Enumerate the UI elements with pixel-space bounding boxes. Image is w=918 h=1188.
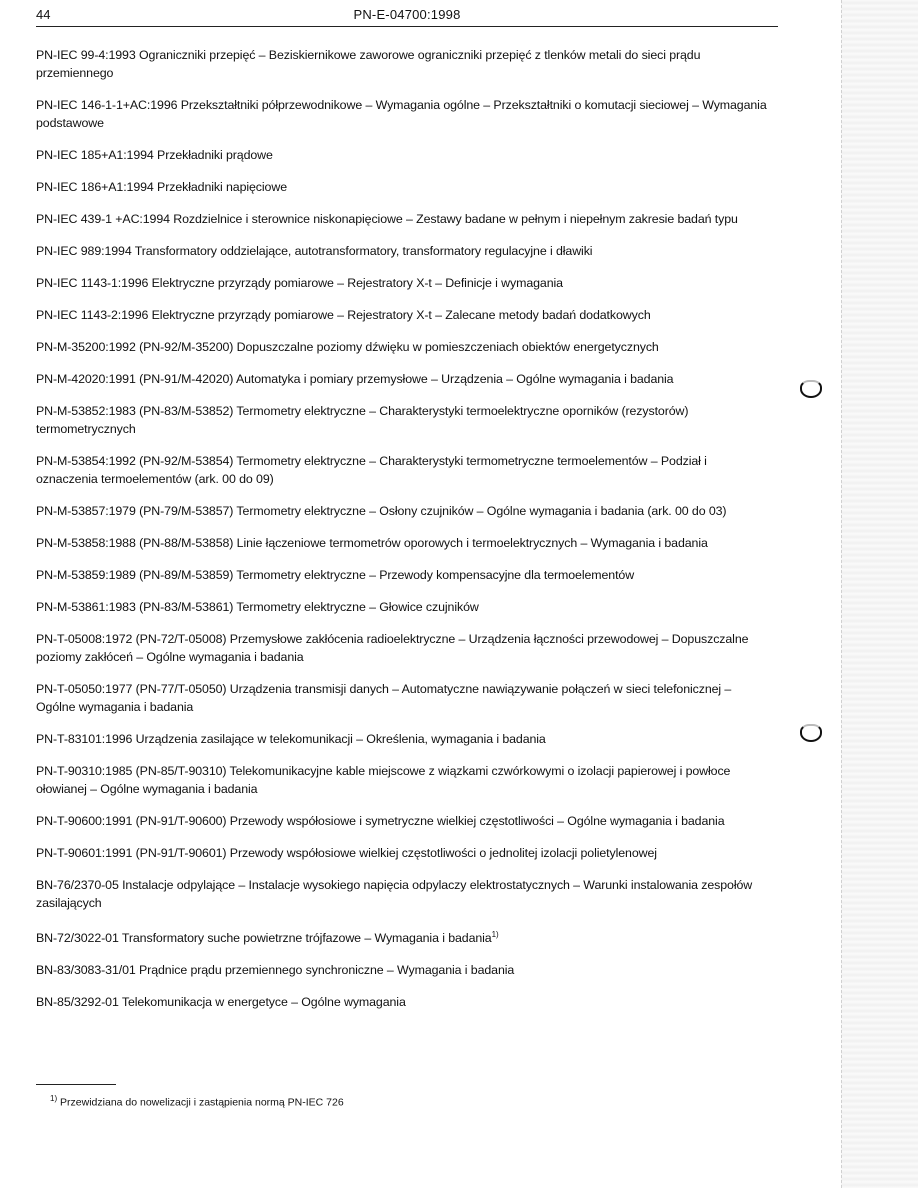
reference-text: PN-T-05050:1977 (PN-77/T-05050) Urządzenia transmisji danych – Automatyczne nawiązywanie połączeń w sieci telefonicznej – Ogólne wymagania i badania <box>36 682 732 714</box>
footnote-marker: 1) <box>50 1094 58 1103</box>
reference-text: PN-IEC 439-1 +AC:1994 Rozdzielnice i sterownice niskonapięciowe – Zestawy badane w pełnym i niepełnym zakresie badań typu <box>36 212 738 226</box>
reference-text: PN-IEC 146-1-1+AC:1996 Przekształtniki półprzewodnikowe – Wymagania ogólne – Przekształtniki o komutacji sieciowej – Wymagania podstawowe <box>36 98 767 130</box>
reference-item <box>36 926 771 947</box>
reference-list <box>36 46 771 1025</box>
reference-text: PN-IEC 989:1994 Transformatory oddzielające, autotransformatory, transformatory regulacyjne i dławiki <box>36 244 593 258</box>
reference-text: PN-M-53861:1983 (PN-83/M-53861) Termometry elektryczne – Głowice czujników <box>36 600 479 614</box>
reference-text: PN-IEC 1143-2:1996 Elektryczne przyrządy pomiarowe – Rejestratory X-t – Zalecane metody badań dodatkowych <box>36 308 651 322</box>
reference-item <box>36 96 771 132</box>
reference-text: PN-M-53857:1979 (PN-79/M-53857) Termometry elektryczne – Osłony czujników – Ogólne wymagania i badania (ark. 00 do 03) <box>36 504 727 518</box>
reference-item <box>36 146 771 164</box>
reference-item <box>36 566 771 584</box>
footnote-text: Przewidziana do nowelizacji i zastąpienia normą PN-IEC 726 <box>60 1096 344 1109</box>
reference-item <box>36 598 771 616</box>
reference-item <box>36 452 771 488</box>
reference-text: PN-IEC 99-4:1993 Ograniczniki przepięć – Beziskiernikowe zaworowe ograniczniki przepięć z tlenków metali do sieci prądu przemiennego <box>36 48 701 80</box>
reference-item <box>36 242 771 260</box>
reference-item <box>36 306 771 324</box>
reference-item <box>36 993 771 1011</box>
reference-item <box>36 46 771 82</box>
reference-text: PN-M-35200:1992 (PN-92/M-35200) Dopuszczalne poziomy dźwięku w pomieszczeniach obiektów energetycznych <box>36 340 659 354</box>
binder-hole-icon <box>800 724 822 742</box>
reference-text: BN-76/2370-05 Instalacje odpylające – Instalacje wysokiego napięcia odpylaczy elektrostatycznych – Warunki instalowania zespołów zasilających <box>36 878 753 910</box>
reference-item <box>36 844 771 862</box>
reference-item <box>36 762 771 798</box>
footnote-divider <box>36 1084 116 1085</box>
reference-text: PN-IEC 1143-1:1996 Elektryczne przyrządy pomiarowe – Rejestratory X-t – Definicje i wymagania <box>36 276 563 290</box>
scan-edge <box>841 0 918 1188</box>
document-id: PN-E-04700:1998 <box>353 7 461 22</box>
reference-item <box>36 274 771 292</box>
reference-item <box>36 534 771 552</box>
reference-text: PN-M-53854:1992 (PN-92/M-53854) Termometry elektryczne – Charakterystyki termometryczne termoelementów – Podział i oznaczenia termoelementów (ark. 00 do 09) <box>36 454 707 486</box>
footnote-marker: 1) <box>491 930 499 939</box>
reference-item <box>36 338 771 356</box>
reference-item <box>36 402 771 438</box>
reference-item <box>36 502 771 520</box>
reference-item <box>36 876 771 912</box>
page-header <box>36 6 778 27</box>
reference-item <box>36 680 771 716</box>
reference-text: PN-T-90310:1985 (PN-85/T-90310) Telekomunikacyjne kable miejscowe z wiązkami czwórkowymi o izolacji papierowej i powłoce ołowianej – Ogólne wymagania i badania <box>36 764 731 796</box>
reference-item <box>36 210 771 228</box>
reference-text: PN-IEC 186+A1:1994 Przekładniki napięciowe <box>36 180 287 194</box>
binder-hole-icon <box>800 380 822 398</box>
reference-text: PN-M-53859:1989 (PN-89/M-53859) Termometry elektryczne – Przewody kompensacyjne dla termoelementów <box>36 568 635 582</box>
reference-text: PN-IEC 185+A1:1994 Przekładniki prądowe <box>36 148 273 162</box>
reference-text: PN-T-83101:1996 Urządzenia zasilające w telekomunikacji – Określenia, wymagania i badania <box>36 732 546 746</box>
reference-text: PN-T-90601:1991 (PN-91/T-90601) Przewody współosiowe wielkiej częstotliwości o jednolitej izolacji polietylenowej <box>36 846 657 860</box>
reference-text: PN-M-53858:1988 (PN-88/M-53858) Linie łączeniowe termometrów oporowych i termoelektrycznych – Wymagania i badania <box>36 536 708 550</box>
footnote <box>50 1094 344 1109</box>
page-number: 44 <box>36 7 51 22</box>
reference-item <box>36 178 771 196</box>
reference-text: BN-85/3292-01 Telekomunikacja w energetyce – Ogólne wymagania <box>36 995 406 1010</box>
reference-item <box>36 730 771 748</box>
reference-item <box>36 812 771 830</box>
reference-item <box>36 961 771 979</box>
reference-text: PN-M-42020:1991 (PN-91/M-42020) Automatyka i pomiary przemysłowe – Urządzenia – Ogólne wymagania i badania <box>36 372 674 386</box>
reference-item <box>36 370 771 388</box>
reference-text: BN-72/3022-01 Transformatory suche powietrzne trójfazowe – Wymagania i badania <box>36 931 492 946</box>
reference-text: PN-T-05008:1972 (PN-72/T-05008) Przemysłowe zakłócenia radioelektryczne – Urządzenia łączności przewodowej – Dopuszczalne poziomy zakłóceń – Ogólne wymagania i badania <box>36 632 749 664</box>
reference-text: PN-M-53852:1983 (PN-83/M-53852) Termometry elektryczne – Charakterystyki termoelektryczne oporników (rezystorów) termometrycznych <box>36 404 689 436</box>
reference-text: PN-T-90600:1991 (PN-91/T-90600) Przewody współosiowe i symetryczne wielkiej częstotliwości – Ogólne wymagania i badania <box>36 814 725 828</box>
reference-item <box>36 630 771 666</box>
reference-text: BN-83/3083-31/01 Prądnice prądu przemiennego synchroniczne – Wymagania i badania <box>36 963 515 978</box>
